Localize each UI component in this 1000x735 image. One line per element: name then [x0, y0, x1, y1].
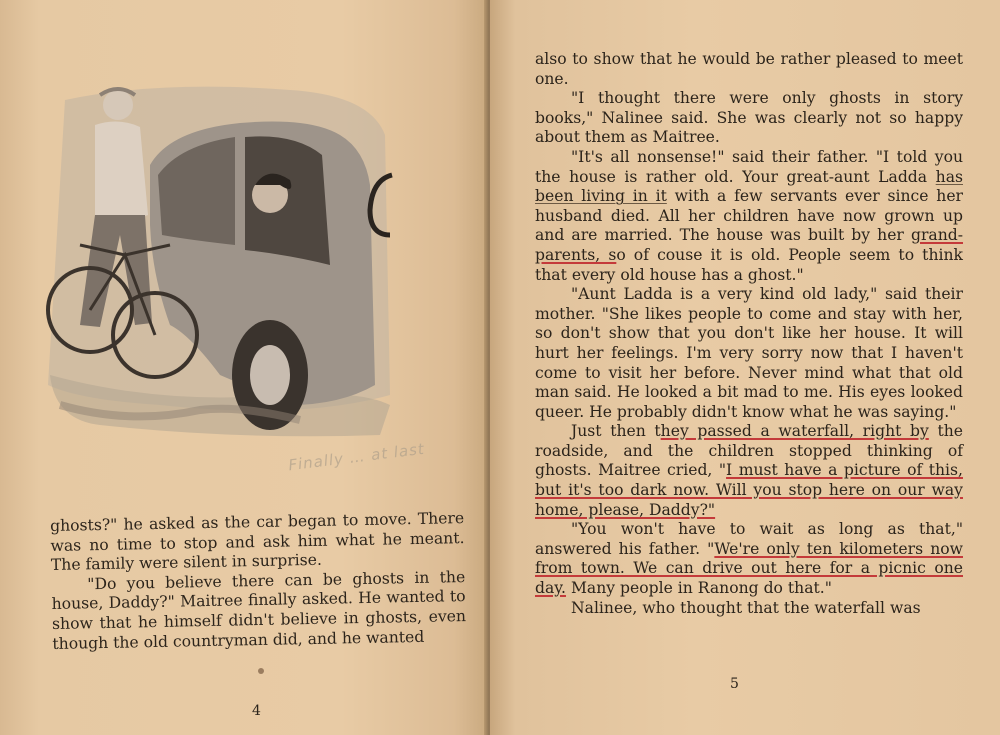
text-run: "You won't have to wait as long as that," answered his father. " — [535, 520, 963, 558]
paragraph — [535, 148, 963, 285]
illustrator-signature: Finally … at last — [287, 439, 426, 475]
left-body-text — [50, 509, 467, 654]
paragraph: "I thought there were only ghosts in story books," Nalinee said. She was clearly not so happy about them as Maitree. — [535, 89, 963, 147]
paragraph — [535, 520, 963, 598]
underlined-text: hey passed a waterfall, right by — [660, 422, 929, 441]
page-number: 5 — [730, 676, 739, 692]
paragraph: also to show that he would be rather pleased to meet one. — [535, 50, 963, 88]
text-run: the roadside, and the children stopped thinking of ghosts. Maitree cried, " — [535, 422, 963, 480]
left-page — [0, 0, 488, 735]
underlined-text: grand-parents, s — [535, 226, 963, 264]
underlined-text: We're only ten kilometers now from town. We can drive out here for a picnic one day. — [535, 539, 963, 598]
paragraph: "Do you believe there can be ghosts in the house, Daddy?" Maitree finally asked. He wanted to show that he himself didn't believe in ghosts, even though the old countryman did, and he wanted — [51, 567, 467, 653]
text-run: Many people in Ranong do that." — [565, 579, 832, 598]
paragraph — [535, 422, 963, 520]
right-page — [490, 0, 1000, 735]
text-run: o of couse it is old. People seem to think that every old house has a ghost." — [535, 245, 963, 284]
right-body-text — [535, 50, 963, 618]
page-number: 4 — [252, 703, 261, 719]
paragraph: Nalinee, who thought that the waterfall was — [571, 598, 921, 617]
underlined-text: has been living in it — [535, 167, 963, 206]
paragraph: ghosts?" he asked as the car began to move. There was no time to stop and ask him what he meant. The family were silent in surprise. — [50, 509, 465, 575]
text-run: "It's all nonsense!" said their father. "I told you the house is rather old. Your great-aunt Ladda — [535, 147, 963, 186]
paragraph: "Aunt Ladda is a very kind old lady," said their mother. "She likes people to come and stay with her, so don't show that you don't like her house. It will hurt her feelings. I'm very sorry now that I haven't come to visit her before. Never mind what that old man said. He looked a bit mad to me. His eyes looked queer. He probably didn't know what he was saying." — [535, 285, 963, 421]
text-run: Just then t — [571, 422, 661, 441]
car-bicycle-illustration — [40, 75, 460, 495]
paper-blemish — [258, 668, 264, 674]
underlined-text: I must have a picture of this, but it's too dark now. Will you stop here on our way home, please, Daddy?" — [535, 461, 963, 519]
text-run: with a few servants ever since her husband died. All her children have now grown up and are married. The house was built by her — [535, 187, 963, 245]
